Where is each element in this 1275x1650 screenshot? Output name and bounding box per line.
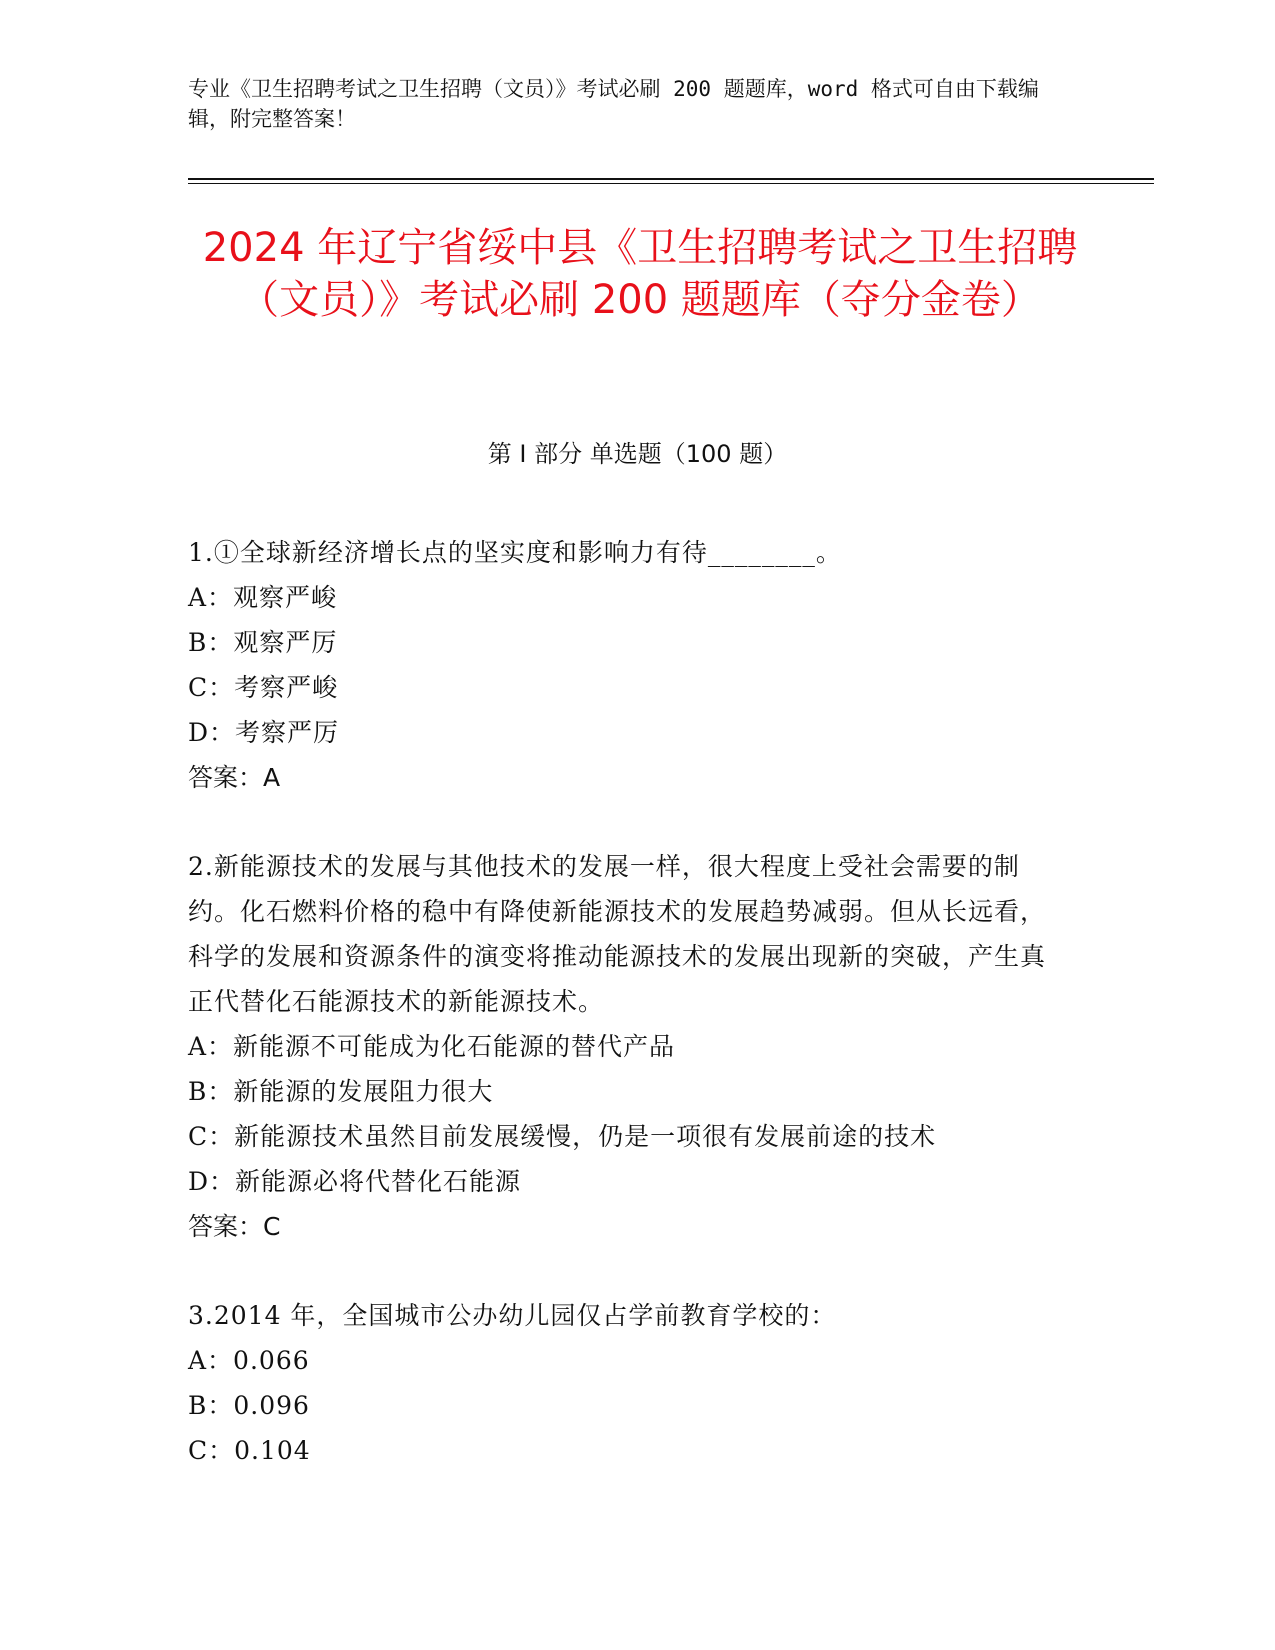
option-c: C：考察严峻 [188, 673, 339, 702]
option-c: C：新能源技术虽然目前发展缓慢，仍是一项很有发展前途的技术 [188, 1122, 937, 1151]
option-d: D：新能源必将代替化石能源 [188, 1167, 522, 1196]
question-1 [188, 530, 1068, 800]
answer: 答案：A [188, 763, 281, 792]
question-list [188, 530, 1068, 1517]
question-3 [188, 1293, 1068, 1473]
option-b: B：新能源的发展阻力很大 [188, 1077, 494, 1106]
document-title: 2024 年辽宁省绥中县《卫生招聘考试之卫生招聘（文员）》考试必刷 200 题题库（夺分金卷） [202, 225, 1078, 323]
section-heading: 第 I 部分 单选题（100 题） [487, 440, 788, 468]
question-stem: 2.新能源技术的发展与其他技术的发展一样，很大程度上受社会需要的制约。化石燃料价格的稳中有降使新能源技术的发展趋势减弱。但从长远看，科学的发展和资源条件的演变将推动能源技术的发展出现新的突破，产生真正代替化石能源技术的新能源技术。 [188, 852, 1047, 1016]
question-2 [188, 844, 1068, 1249]
answer: 答案：C [188, 1212, 281, 1241]
header-rule-thin [188, 183, 1154, 184]
header-note: 专业《卫生招聘考试之卫生招聘（文员）》考试必刷 200 题题库，word 格式可自由下载编辑，附完整答案！ [188, 77, 1039, 131]
option-b: B：观察严厉 [188, 628, 338, 657]
option-d: D：考察严厉 [188, 718, 340, 747]
option-a: A：观察严峻 [188, 583, 338, 612]
option-c: C：0.104 [188, 1436, 311, 1465]
question-stem: 3.2014 年，全国城市公办幼儿园仅占学前教育学校的： [188, 1301, 837, 1330]
option-b: B：0.096 [188, 1391, 310, 1420]
option-a: A：新能源不可能成为化石能源的替代产品 [188, 1032, 676, 1061]
header-rule-thick [188, 178, 1154, 180]
option-a: A：0.066 [188, 1346, 310, 1375]
question-stem: 1.①全球新经济增长点的坚实度和影响力有待________。 [188, 538, 842, 567]
